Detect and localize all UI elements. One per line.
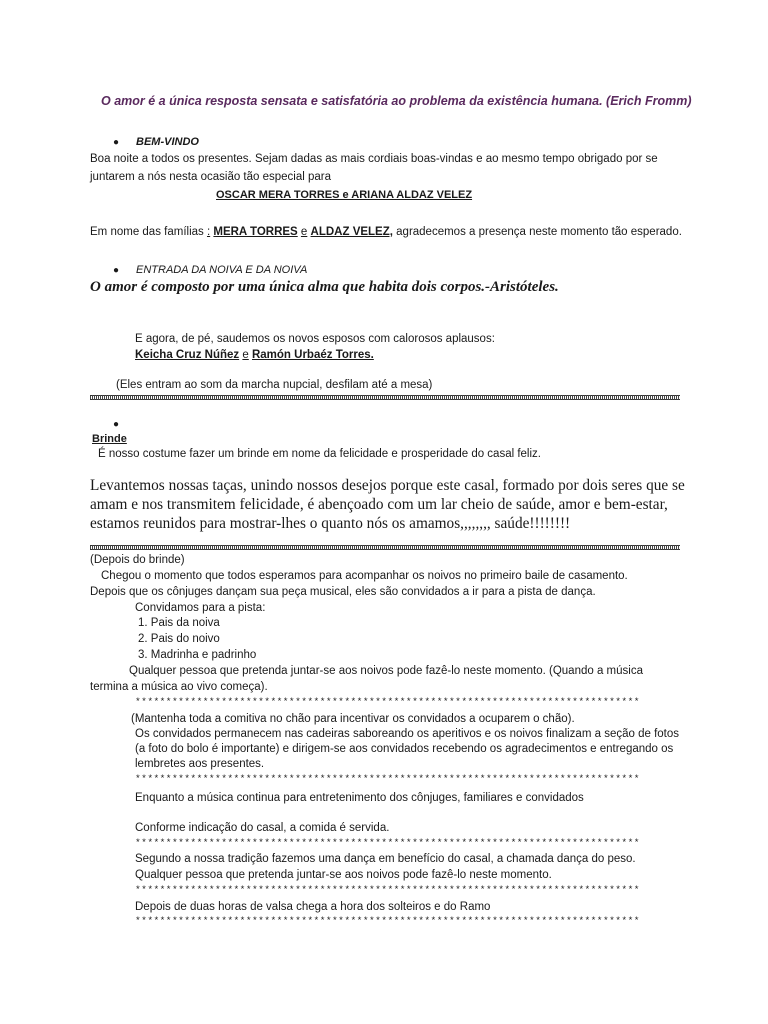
bullet-icon: ● xyxy=(113,137,120,148)
family-name-2: ALDAZ VELEZ, xyxy=(310,226,393,238)
after-line-15: Depois de duas horas de valsa chega a hora dos solteiros e do Ramo xyxy=(135,901,491,913)
toast-text-1: Levantemos nossas taças, unindo nossos desejos porque este casal, formado por dois seres que se xyxy=(90,477,685,494)
couple-names: OSCAR MERA TORRES e ARIANA ALDAZ VELEZ xyxy=(216,189,473,201)
spouse-names xyxy=(135,347,374,363)
toast-text-3: estamos reunidos para mostrar-lhes o quanto nós os amamos,,,,,,,, saúde!!!!!!!! xyxy=(90,515,571,532)
after-line-2: Chegou o momento que todos esperamos para acompanhar os noivos no primeiro baile de casamento. xyxy=(101,570,628,582)
welcome-line-1: Boa noite a todos os presentes. Sejam dadas as mais cordiais boas-vindas e ao mesmo tempo obrigado por se xyxy=(90,153,658,165)
bullet-icon: ● xyxy=(113,265,120,276)
after-line-9: (a foto do bolo é importante) e dirigem-se aos convidados recebendo os agradecimentos e entregando os xyxy=(135,743,674,755)
entrance-line-1: E agora, de pé, saudemos os novos esposos com calorosos aplausos: xyxy=(135,333,495,345)
welcome-line-2: juntarem a nós nesta ocasião tão especial para xyxy=(90,171,332,183)
toast-line-1: É nosso costume fazer um brinde em nome da felicidade e prosperidade do casal feliz. xyxy=(98,448,541,460)
after-line-14: Qualquer pessoa que pretenda juntar-se aos noivos pode fazê-lo neste momento. xyxy=(135,869,552,881)
spouse-name-2: Ramón Urbaéz Torres. xyxy=(251,349,374,361)
families-suffix: agradecemos a presença neste momento tão esperado. xyxy=(392,226,682,238)
list-item: 1. Pais da noiva xyxy=(138,617,220,629)
spouse-name-1: Keicha Cruz Núñez xyxy=(135,349,240,361)
entrance-heading: ENTRADA DA NOIVA E DA NOIVA xyxy=(136,264,308,276)
families-line xyxy=(90,224,682,240)
divider-line xyxy=(90,545,680,550)
family-name-1: MERA TORRES xyxy=(213,226,298,238)
after-line-13: Segundo a nossa tradição fazemos uma dança em benefício do casal, a chamada dança do peso. xyxy=(135,853,636,865)
after-line-3: Depois que os cônjuges dançam sua peça musical, eles são convidados a ir para a pista de dança. xyxy=(90,586,596,598)
aristotle-quote: O amor é composto por uma única alma que habita dois corpos.-Aristóteles. xyxy=(90,279,559,295)
after-line-8: Os convidados permanecem nas cadeiras saboreando os aperitivos e os noivos finalizam a seção de fotos xyxy=(135,728,679,740)
after-line-4: Convidamos para a pista: xyxy=(135,602,266,614)
spouse-and: e xyxy=(242,349,249,361)
divider-line xyxy=(90,395,680,400)
star-divider: ********************************************************************************** xyxy=(135,773,640,784)
entrance-note: (Eles entram ao som da marcha nupcial, desfilam até a mesa) xyxy=(116,379,433,391)
after-line-7: (Mantenha toda a comitiva no chão para incentivar os convidados a ocuparem o chão). xyxy=(131,713,575,725)
toast-text-2: amam e nos transmitem felicidade, é abençoado com um lar cheio de saúde, amor e bem-estar, xyxy=(90,496,668,513)
epigraph-quote: O amor é a única resposta sensata e satisfatória ao problema da existência humana. (Erich Fromm) xyxy=(101,94,692,108)
families-and: e xyxy=(300,226,308,238)
star-divider: ********************************************************************************** xyxy=(135,915,640,926)
after-line-6: termina a música ao vivo começa). xyxy=(90,681,268,693)
after-line-10: lembretes aos presentes. xyxy=(135,758,265,770)
star-divider: ********************************************************************************** xyxy=(135,837,640,848)
after-line-1: (Depois do brinde) xyxy=(90,554,185,566)
families-colon: : xyxy=(206,226,211,238)
list-item: 2. Pais do noivo xyxy=(138,633,220,645)
bullet-icon: ● xyxy=(113,419,120,430)
after-line-5: Qualquer pessoa que pretenda juntar-se aos noivos pode fazê-lo neste momento. (Quando a música xyxy=(129,665,643,677)
list-item: 3. Madrinha e padrinho xyxy=(138,649,257,661)
star-divider: ********************************************************************************** xyxy=(135,884,640,895)
welcome-heading: BEM-VINDO xyxy=(136,136,199,148)
after-line-12: Conforme indicação do casal, a comida é servida. xyxy=(135,822,390,834)
families-prefix: Em nome das famílias xyxy=(90,226,207,238)
star-divider: ********************************************************************************** xyxy=(135,696,640,707)
after-line-11: Enquanto a música continua para entretenimento dos cônjuges, familiares e convidados xyxy=(135,792,584,804)
toast-heading: Brinde xyxy=(92,433,127,445)
